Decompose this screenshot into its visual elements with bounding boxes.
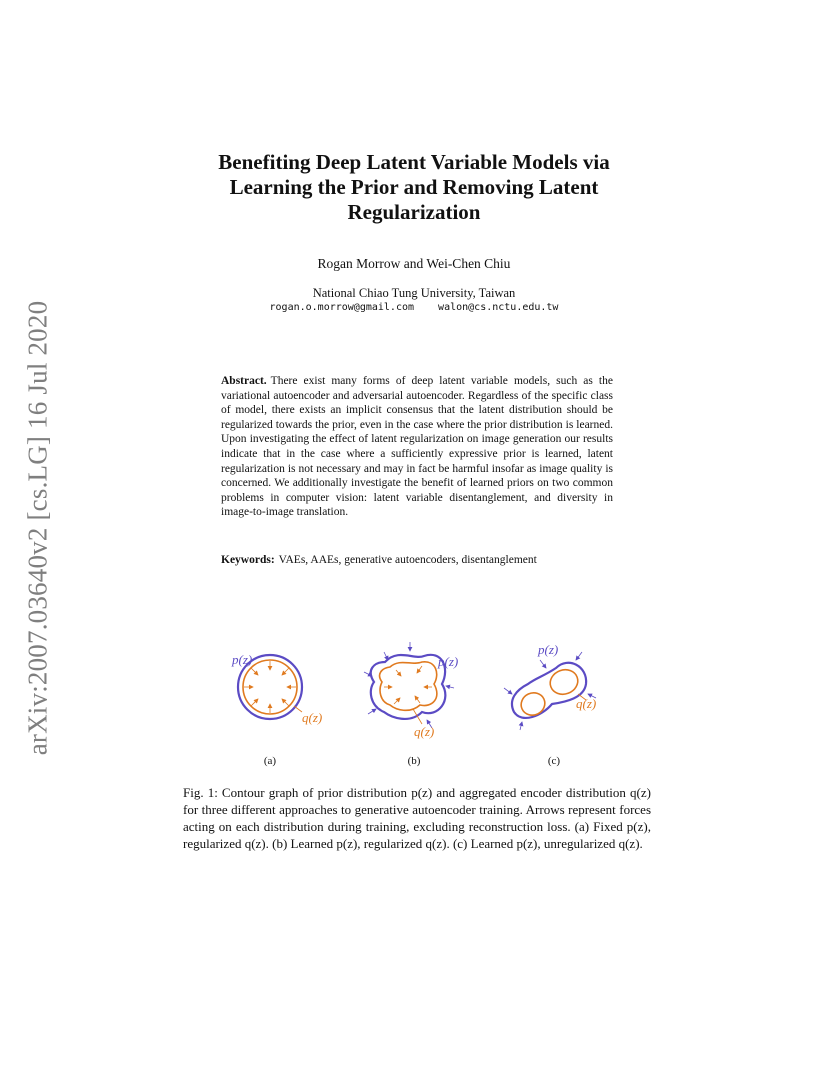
prior-label-a: p(z) xyxy=(232,652,253,667)
panel-b xyxy=(364,642,458,767)
caption-label: Fig. 1: xyxy=(183,785,218,800)
panel-label-a: (a) xyxy=(263,755,277,767)
keywords-text: VAEs, AAEs, generative autoencoders, disentanglement xyxy=(278,554,537,566)
keywords xyxy=(221,554,613,566)
paper-affiliation: National Chiao Tung University, Taiwan xyxy=(312,286,516,300)
abstract-text: There exist many forms of deep latent variable models, such as the variational autoencoder and adversarial autoencoder. Regardless of the specific class of model, there exists an implicit consensus that the latent distribution should be regularized towards the prior, even in the case where the prior distribution is learned. Upon investigating the effect of latent regularization on image generation our results indicate that in the case where a sufficiently expressive prior is learned, latent regularization is not necessary and may in fact be harmful insofar as image quality is concerned. We additionally investigate the benefit of learned priors on two common problems in computer vision: latent variable disentanglement, and diversity in image-to-image translation. xyxy=(221,375,613,519)
encoder-contour-b xyxy=(380,662,437,711)
caption-text: Contour graph of prior distribution p(z) and aggregated encoder distribution q(z) for three different approaches to generative autoencoder training. Arrows represent forces acting on each distribution during training, excluding reconstruction loss. (a) Fixed p(z), regularized q(z). (b) Learned p(z), regularized q(z). (c) Learned p(z), unregularized q(z). xyxy=(183,785,651,851)
encoder-label-a: q(z) xyxy=(302,710,323,725)
email-chiu: walon@cs.nctu.edu.tw xyxy=(438,302,559,313)
force-arrows-a xyxy=(244,661,296,713)
abstract xyxy=(221,374,613,520)
title-line: Benefiting Deep Latent Variable Models via xyxy=(218,150,610,174)
figure-1 xyxy=(210,632,630,782)
email-morrow: rogan.o.morrow@gmail.com xyxy=(269,302,415,313)
panel-a xyxy=(231,652,322,767)
encoder-label-c: q(z) xyxy=(576,696,597,711)
encoder-label-b: q(z) xyxy=(414,724,435,739)
title-line: Learning the Prior and Removing Latent xyxy=(229,175,599,199)
encoder-contour-c2 xyxy=(517,689,548,719)
author-emails xyxy=(0,302,828,313)
prior-contour-b xyxy=(371,655,446,719)
figure-caption xyxy=(183,784,651,852)
panel-label-b: (b) xyxy=(407,755,421,767)
panel-label-c: (c) xyxy=(547,755,561,767)
paper-authors: Rogan Morrow and Wei-Chen Chiu xyxy=(317,256,511,271)
abstract-label: Abstract. xyxy=(221,375,267,387)
arxiv-identifier: arXiv:2007.03640v2 [cs.LG] 16 Jul 2020 xyxy=(22,300,53,756)
keywords-label: Keywords: xyxy=(221,554,275,566)
prior-label-c: p(z) xyxy=(538,642,559,657)
panel-c xyxy=(504,642,596,767)
title-line: Regularization xyxy=(347,200,481,224)
figure-1-diagram xyxy=(210,632,630,782)
paper-title xyxy=(160,150,668,225)
prior-label-b: p(z) xyxy=(438,654,459,669)
force-arrows-b-inner xyxy=(384,666,432,704)
